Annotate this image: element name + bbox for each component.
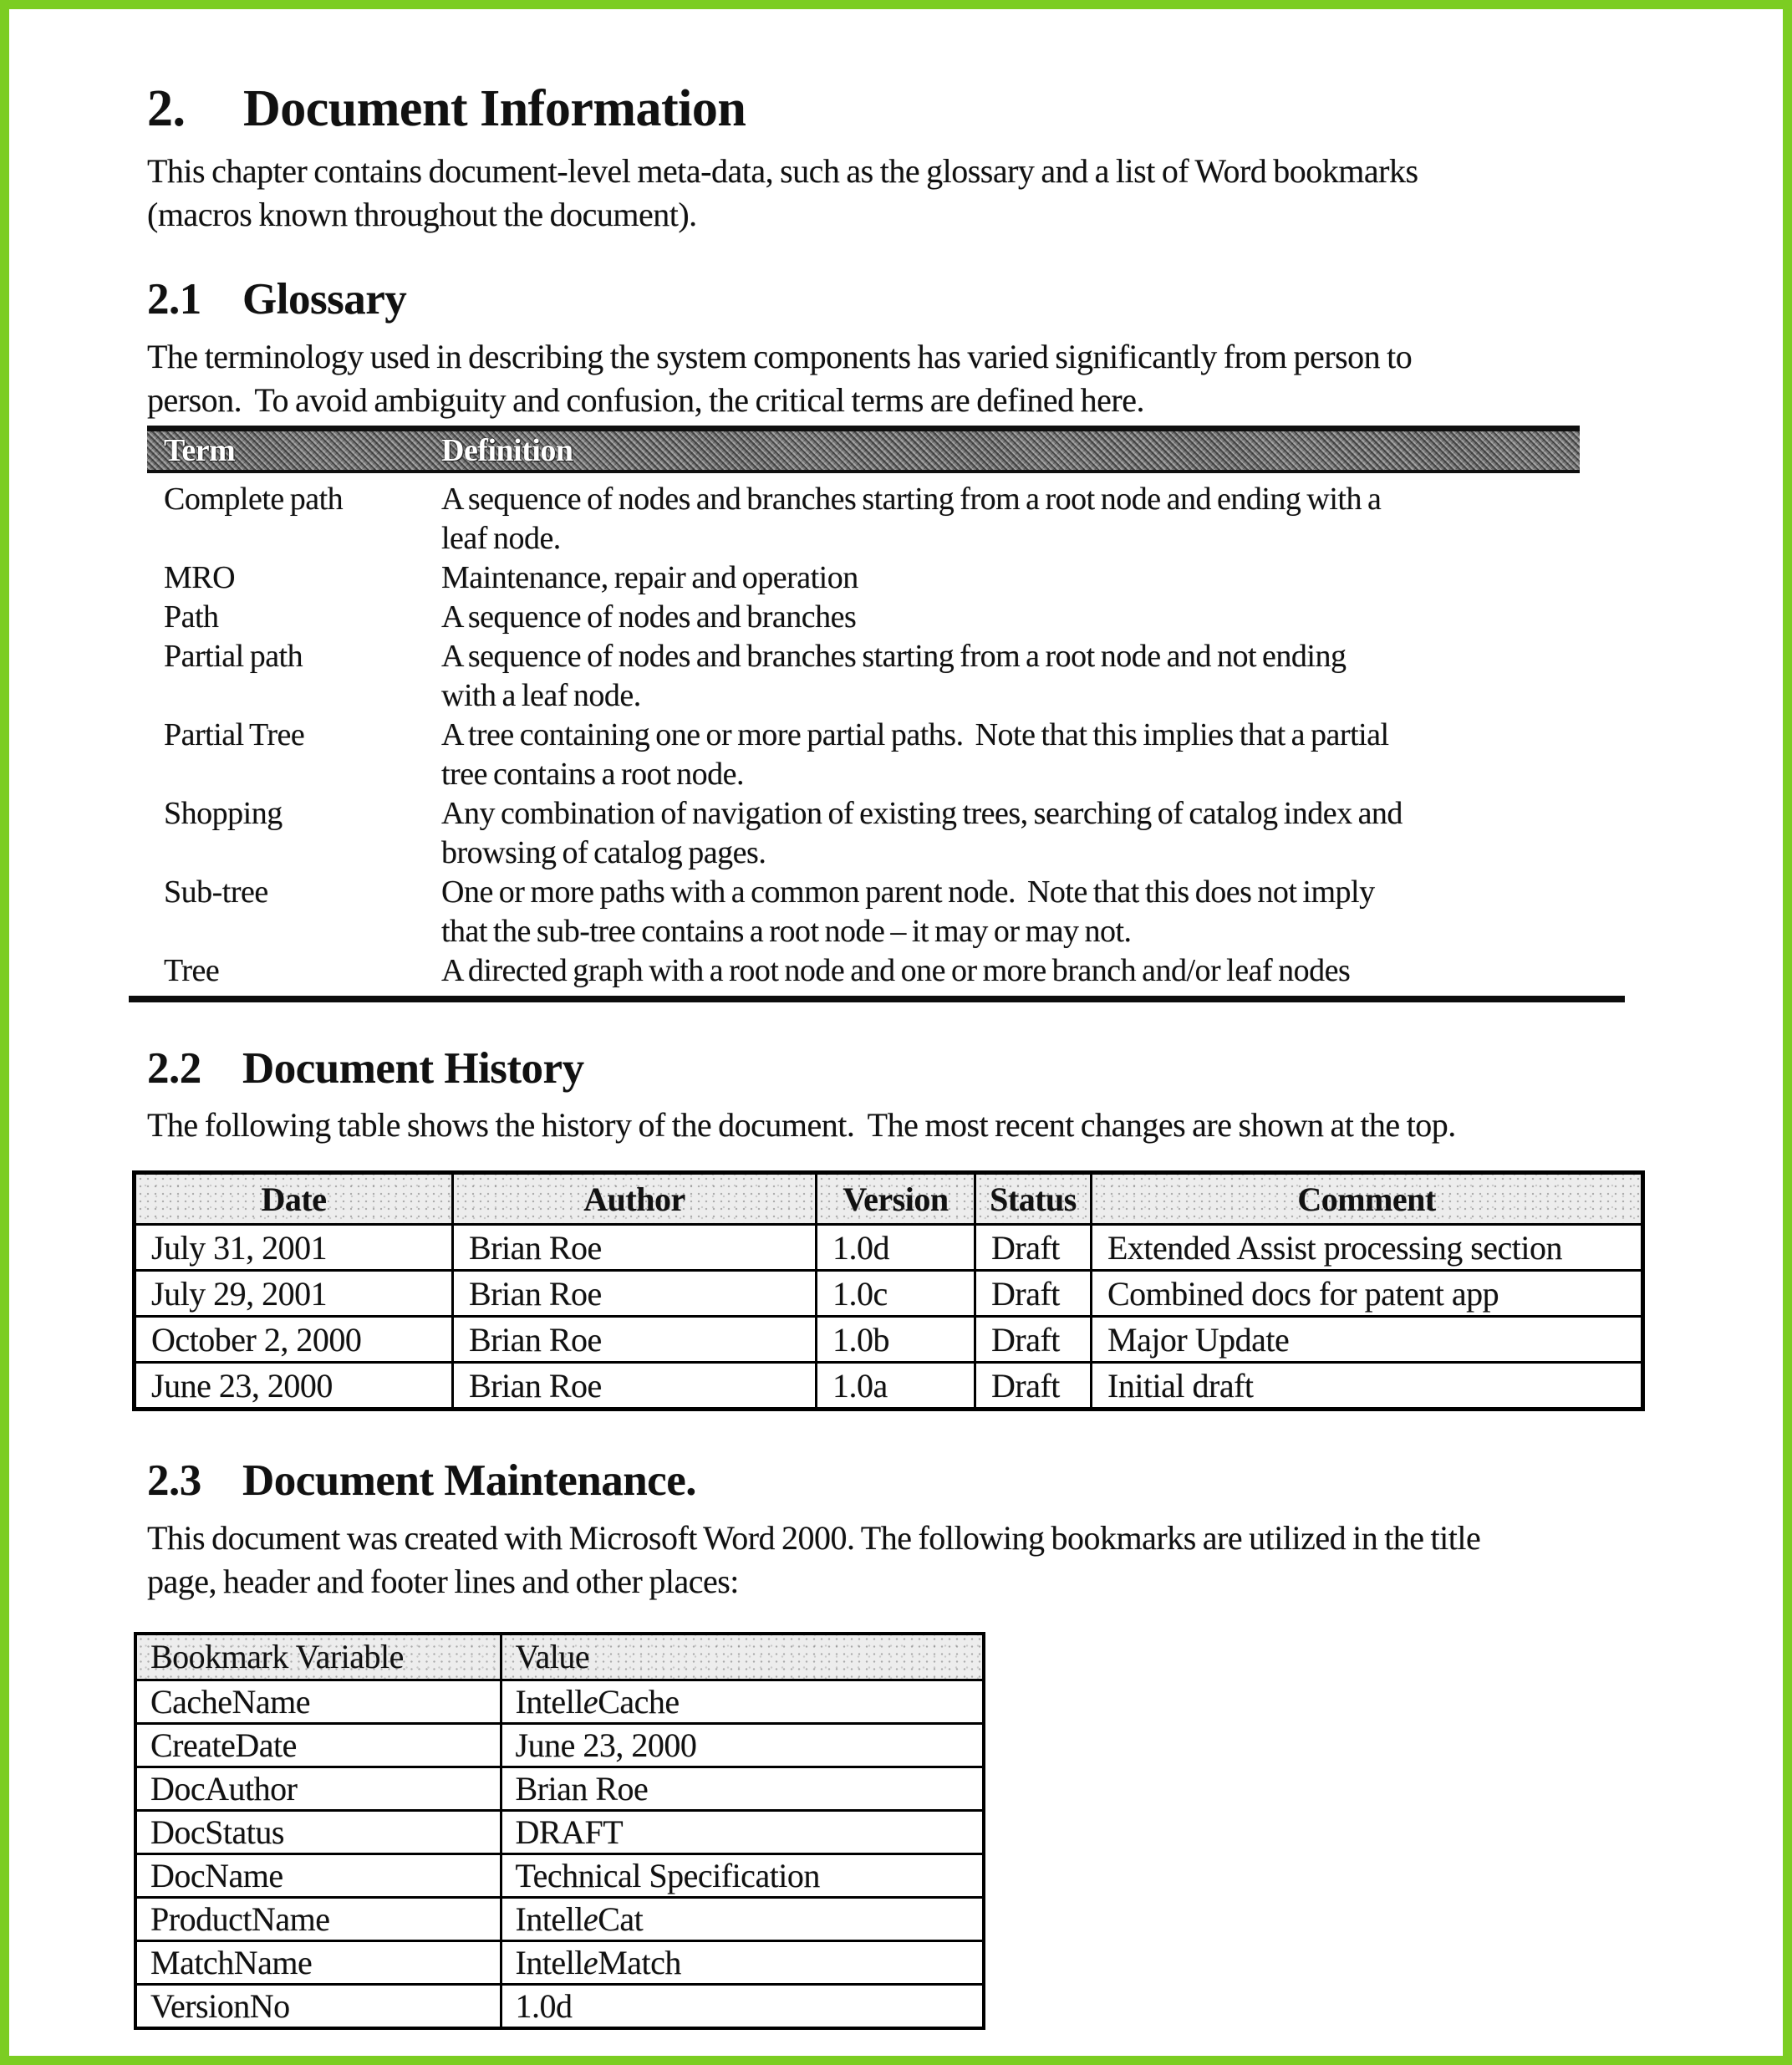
bookmark-row bbox=[135, 1940, 984, 1984]
paragraph-line: This document was created with Microsoft Word 2000. The following bookmarks are utilized in the title bbox=[147, 1518, 1481, 1557]
definition-line: A directed graph with a root node and one or more branch and/or leaf nodes bbox=[441, 952, 1351, 988]
heading-title: Document Maintenance. bbox=[242, 1456, 696, 1506]
definition-line: Any combination of navigation of existing trees, searching of catalog index and bbox=[441, 795, 1403, 831]
variable-cell: CreateDate bbox=[135, 1723, 501, 1767]
comment-cell: Major Update bbox=[1092, 1317, 1643, 1363]
paragraph-line: page, header and footer lines and other places: bbox=[147, 1562, 739, 1600]
bookmark-row bbox=[135, 1853, 984, 1897]
value-cell: 1.0d bbox=[501, 1984, 984, 2028]
definition-line: leaf node. bbox=[441, 520, 561, 556]
history-header-row bbox=[135, 1173, 1643, 1225]
value-cell: DRAFT bbox=[501, 1810, 984, 1853]
paragraph-line: The following table shows the history of the document. The most recent changes are shown at the top. bbox=[147, 1106, 1456, 1145]
paragraph-line: person. To avoid ambiguity and confusion, the critical terms are defined here. bbox=[147, 380, 1145, 419]
bookmark-row bbox=[135, 1984, 984, 2028]
definition-line: One or more paths with a common parent node. Note that this does not imply bbox=[441, 874, 1375, 910]
bookmark-header-value: Value bbox=[501, 1634, 984, 1680]
date-cell: June 23, 2000 bbox=[135, 1363, 453, 1410]
term-cell: Tree bbox=[164, 952, 220, 988]
definition-cell bbox=[441, 598, 1580, 637]
definition-line: A sequence of nodes and branches bbox=[441, 599, 857, 635]
heading-title: Glossary bbox=[242, 275, 407, 324]
author-cell: Brian Roe bbox=[453, 1317, 817, 1363]
status-cell: Draft bbox=[975, 1317, 1092, 1363]
definition-line: browsing of catalog pages. bbox=[441, 834, 766, 870]
glossary-header-definition: Definition bbox=[441, 432, 573, 468]
definition-cell bbox=[441, 716, 1580, 794]
variable-cell: DocName bbox=[135, 1853, 501, 1897]
term-cell: Path bbox=[164, 599, 219, 635]
definition-cell bbox=[441, 794, 1580, 873]
variable-cell: DocStatus bbox=[135, 1810, 501, 1853]
glossary-table bbox=[147, 426, 1580, 1002]
term-cell: Partial path bbox=[164, 638, 303, 674]
bookmark-row bbox=[135, 1767, 984, 1810]
variable-cell: CacheName bbox=[135, 1680, 501, 1723]
comment-cell: Combined docs for patent app bbox=[1092, 1271, 1643, 1317]
value-cell: IntelleMatch bbox=[501, 1940, 984, 1984]
value-cell: Technical Specification bbox=[501, 1853, 984, 1897]
bookmark-row bbox=[135, 1680, 984, 1723]
paragraph-line: (macros known throughout the document). bbox=[147, 196, 697, 234]
glossary-row bbox=[147, 794, 1580, 873]
definition-line: tree contains a root node. bbox=[441, 756, 745, 792]
heading-number: 2.3 bbox=[147, 1456, 201, 1506]
glossary-row bbox=[147, 716, 1580, 794]
date-cell: October 2, 2000 bbox=[135, 1317, 453, 1363]
term-cell: Partial Tree bbox=[164, 716, 305, 752]
variable-cell: DocAuthor bbox=[135, 1767, 501, 1810]
glossary-bottom-rule bbox=[129, 996, 1625, 1002]
italic-e: e bbox=[583, 1943, 598, 1981]
bookmark-variables-table bbox=[134, 1632, 985, 2030]
heading-number: 2.2 bbox=[147, 1043, 201, 1093]
glossary-row bbox=[147, 558, 1580, 598]
version-cell: 1.0b bbox=[817, 1317, 975, 1363]
value-cell: IntelleCat bbox=[501, 1897, 984, 1940]
heading-glossary bbox=[147, 275, 1618, 324]
definition-line: Maintenance, repair and operation bbox=[441, 559, 858, 595]
heading-document-information bbox=[147, 80, 1618, 138]
status-cell: Draft bbox=[975, 1271, 1092, 1317]
definition-cell bbox=[441, 873, 1580, 951]
paragraph-document-maintenance bbox=[147, 1517, 1618, 1604]
history-row bbox=[135, 1363, 1643, 1410]
version-cell: 1.0d bbox=[817, 1225, 975, 1271]
comment-cell: Initial draft bbox=[1092, 1363, 1643, 1410]
bookmark-row bbox=[135, 1810, 984, 1853]
paragraph-line: The terminology used in describing the system components has varied significantly from person to bbox=[147, 337, 1413, 375]
paragraph-glossary bbox=[147, 335, 1618, 422]
bookmark-header-row bbox=[135, 1634, 984, 1680]
paragraph-document-information bbox=[147, 150, 1618, 237]
term-cell: Complete path bbox=[164, 481, 344, 517]
status-cell: Draft bbox=[975, 1363, 1092, 1410]
bookmark-row bbox=[135, 1897, 984, 1940]
glossary-table-header-row bbox=[147, 426, 1580, 473]
document-history-table bbox=[132, 1170, 1645, 1411]
heading-title: Document Information bbox=[243, 80, 746, 137]
glossary-header-term: Term bbox=[164, 432, 236, 468]
bookmark-header-variable: Bookmark Variable bbox=[135, 1634, 501, 1680]
history-header-status: Status bbox=[975, 1173, 1092, 1225]
heading-title: Document History bbox=[242, 1043, 584, 1093]
comment-cell: Extended Assist processing section bbox=[1092, 1225, 1643, 1271]
definition-cell bbox=[441, 558, 1580, 598]
value-cell: IntelleCache bbox=[501, 1680, 984, 1723]
value-cell: Brian Roe bbox=[501, 1767, 984, 1810]
definition-line: A sequence of nodes and branches starting from a root node and ending with a bbox=[441, 481, 1382, 517]
value-cell: June 23, 2000 bbox=[501, 1723, 984, 1767]
heading-document-maintenance bbox=[147, 1456, 1618, 1506]
history-header-version: Version bbox=[817, 1173, 975, 1225]
heading-document-history bbox=[147, 1044, 1618, 1094]
bookmark-row bbox=[135, 1723, 984, 1767]
definition-line: A tree containing one or more partial paths. Note that this implies that a partial bbox=[441, 716, 1389, 752]
author-cell: Brian Roe bbox=[453, 1271, 817, 1317]
glossary-row bbox=[147, 480, 1580, 558]
term-cell: Sub-tree bbox=[164, 874, 268, 910]
definition-line: that the sub-tree contains a root node – it may or may not. bbox=[441, 913, 1132, 949]
status-cell: Draft bbox=[975, 1225, 1092, 1271]
definition-cell bbox=[441, 951, 1580, 991]
history-header-comment: Comment bbox=[1092, 1173, 1643, 1225]
italic-e: e bbox=[583, 1682, 598, 1721]
history-header-author: Author bbox=[453, 1173, 817, 1225]
heading-number: 2.1 bbox=[147, 275, 201, 324]
version-cell: 1.0a bbox=[817, 1363, 975, 1410]
term-cell: Shopping bbox=[164, 795, 283, 831]
author-cell: Brian Roe bbox=[453, 1363, 817, 1410]
definition-line: A sequence of nodes and branches starting from a root node and not ending bbox=[441, 638, 1347, 674]
variable-cell: ProductName bbox=[135, 1897, 501, 1940]
paragraph-document-history bbox=[147, 1104, 1618, 1147]
glossary-row bbox=[147, 637, 1580, 716]
history-header-date: Date bbox=[135, 1173, 453, 1225]
version-cell: 1.0c bbox=[817, 1271, 975, 1317]
variable-cell: VersionNo bbox=[135, 1984, 501, 2028]
glossary-row bbox=[147, 598, 1580, 637]
glossary-row bbox=[147, 951, 1580, 991]
history-row bbox=[135, 1225, 1643, 1271]
paragraph-line: This chapter contains document-level meta-data, such as the glossary and a list of Word bookmarks bbox=[147, 152, 1418, 191]
definition-line: with a leaf node. bbox=[441, 677, 641, 713]
glossary-row bbox=[147, 873, 1580, 951]
variable-cell: MatchName bbox=[135, 1940, 501, 1984]
page-content bbox=[147, 80, 1618, 2030]
term-cell: MRO bbox=[164, 559, 236, 595]
definition-cell bbox=[441, 480, 1580, 558]
italic-e: e bbox=[583, 1899, 598, 1938]
date-cell: July 31, 2001 bbox=[135, 1225, 453, 1271]
definition-cell bbox=[441, 637, 1580, 716]
heading-number: 2. bbox=[147, 80, 186, 137]
history-row bbox=[135, 1317, 1643, 1363]
author-cell: Brian Roe bbox=[453, 1225, 817, 1271]
date-cell: July 29, 2001 bbox=[135, 1271, 453, 1317]
history-row bbox=[135, 1271, 1643, 1317]
glossary-table-body bbox=[147, 473, 1580, 991]
